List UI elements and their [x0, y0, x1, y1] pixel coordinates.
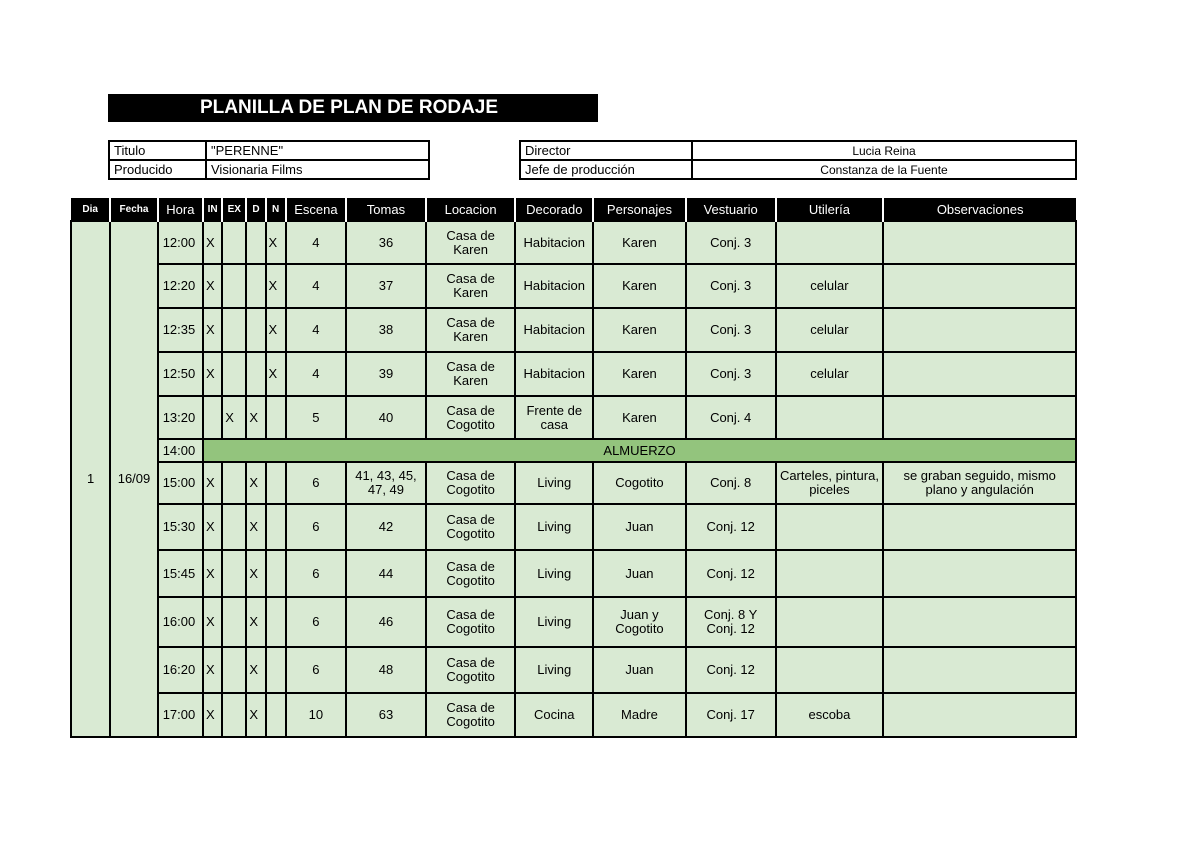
cell-in — [203, 396, 222, 439]
cell-observaciones — [883, 308, 1076, 352]
info-label: Producido — [109, 160, 206, 179]
cell-n — [266, 597, 286, 647]
cell-tomas: 44 — [346, 550, 426, 597]
cell-personajes: Madre — [593, 693, 686, 737]
cell-ex — [222, 462, 246, 504]
cell-decorado: Habitacion — [515, 264, 593, 308]
cell-observaciones: se graban seguido, mismo plano y angulación — [883, 462, 1076, 504]
cell-personajes: Juan y Cogotito — [593, 597, 686, 647]
cell-locacion: Casa de Cogotito — [426, 462, 516, 504]
cell-locacion: Casa de Karen — [426, 308, 516, 352]
table-row — [71, 308, 1076, 352]
table-row — [71, 352, 1076, 396]
cell-observaciones — [883, 550, 1076, 597]
cell-in: X — [203, 597, 222, 647]
cell-in: X — [203, 221, 222, 264]
cell-utileria: celular — [776, 352, 884, 396]
cell-tomas: 39 — [346, 352, 426, 396]
col-header-personajes: Personajes — [593, 198, 686, 221]
info-row-producido — [109, 160, 429, 179]
cell-vestuario: Conj. 3 — [686, 308, 776, 352]
lunch-time: 14:00 — [158, 439, 203, 462]
cell-utileria — [776, 221, 884, 264]
cell-personajes: Karen — [593, 308, 686, 352]
col-header-fecha: Fecha — [110, 198, 157, 221]
cell-decorado: Living — [515, 550, 593, 597]
cell-hora: 12:50 — [158, 352, 203, 396]
cell-in: X — [203, 308, 222, 352]
cell-ex — [222, 264, 246, 308]
cell-observaciones — [883, 352, 1076, 396]
cell-escena: 6 — [286, 504, 346, 550]
cell-locacion: Casa de Cogotito — [426, 693, 516, 737]
production-info-left — [108, 140, 430, 180]
table-row — [71, 693, 1076, 737]
col-header-decorado: Decorado — [515, 198, 593, 221]
col-header-dia: Dia — [71, 198, 110, 221]
cell-in: X — [203, 550, 222, 597]
cell-hora: 17:00 — [158, 693, 203, 737]
cell-utileria — [776, 396, 884, 439]
cell-locacion: Casa de Karen — [426, 221, 516, 264]
cell-locacion: Casa de Karen — [426, 352, 516, 396]
info-row-titulo — [109, 141, 429, 160]
cell-personajes: Karen — [593, 221, 686, 264]
table-row — [71, 647, 1076, 693]
info-label: Titulo — [109, 141, 206, 160]
cell-ex: X — [222, 396, 246, 439]
cell-in: X — [203, 504, 222, 550]
info-row-director — [520, 141, 1076, 160]
cell-escena: 4 — [286, 264, 346, 308]
cell-locacion: Casa de Cogotito — [426, 647, 516, 693]
cell-decorado: Habitacion — [515, 221, 593, 264]
col-header-utileria: Utilería — [776, 198, 884, 221]
cell-decorado: Frente de casa — [515, 396, 593, 439]
cell-in: X — [203, 264, 222, 308]
cell-utileria: escoba — [776, 693, 884, 737]
cell-escena: 6 — [286, 550, 346, 597]
schedule-body — [71, 221, 1076, 737]
cell-tomas: 41, 43, 45, 47, 49 — [346, 462, 426, 504]
cell-locacion: Casa de Cogotito — [426, 597, 516, 647]
info-value: Visionaria Films — [206, 160, 429, 179]
cell-tomas: 63 — [346, 693, 426, 737]
cell-utileria: celular — [776, 264, 884, 308]
cell-hora: 12:35 — [158, 308, 203, 352]
cell-utileria — [776, 597, 884, 647]
cell-ex — [222, 550, 246, 597]
cell-n: X — [266, 352, 286, 396]
cell-escena: 6 — [286, 462, 346, 504]
cell-vestuario: Conj. 12 — [686, 647, 776, 693]
cell-vestuario: Conj. 12 — [686, 504, 776, 550]
table-row — [71, 597, 1076, 647]
table-row — [71, 221, 1076, 264]
cell-escena: 4 — [286, 221, 346, 264]
cell-in: X — [203, 462, 222, 504]
info-label: Jefe de producción — [520, 160, 692, 179]
col-header-in: IN — [203, 198, 222, 221]
cell-n: X — [266, 221, 286, 264]
col-header-tomas: Tomas — [346, 198, 426, 221]
info-label: Director — [520, 141, 692, 160]
cell-escena: 10 — [286, 693, 346, 737]
cell-utileria — [776, 647, 884, 693]
table-row — [71, 550, 1076, 597]
cell-vestuario: Conj. 4 — [686, 396, 776, 439]
cell-vestuario: Conj. 3 — [686, 221, 776, 264]
col-header-n: N — [266, 198, 286, 221]
cell-locacion: Casa de Cogotito — [426, 396, 516, 439]
cell-in: X — [203, 693, 222, 737]
cell-vestuario: Conj. 17 — [686, 693, 776, 737]
day-number: 1 — [71, 221, 110, 737]
cell-tomas: 48 — [346, 647, 426, 693]
cell-escena: 4 — [286, 308, 346, 352]
cell-d — [246, 352, 265, 396]
cell-decorado: Living — [515, 597, 593, 647]
cell-n — [266, 550, 286, 597]
cell-observaciones — [883, 647, 1076, 693]
cell-hora: 16:00 — [158, 597, 203, 647]
cell-personajes: Karen — [593, 264, 686, 308]
col-header-locacion: Locacion — [426, 198, 516, 221]
cell-escena: 5 — [286, 396, 346, 439]
cell-n — [266, 504, 286, 550]
cell-d: X — [246, 647, 265, 693]
cell-personajes: Juan — [593, 550, 686, 597]
cell-observaciones — [883, 504, 1076, 550]
table-row — [71, 396, 1076, 439]
cell-hora: 15:30 — [158, 504, 203, 550]
cell-d — [246, 221, 265, 264]
cell-d: X — [246, 396, 265, 439]
info-value: Lucia Reina — [692, 141, 1076, 160]
col-header-ex: EX — [222, 198, 246, 221]
cell-vestuario: Conj. 12 — [686, 550, 776, 597]
cell-tomas: 37 — [346, 264, 426, 308]
day-date: 16/09 — [110, 221, 157, 737]
cell-escena: 4 — [286, 352, 346, 396]
col-header-observaciones: Observaciones — [883, 198, 1076, 221]
cell-escena: 6 — [286, 597, 346, 647]
cell-n — [266, 462, 286, 504]
cell-observaciones — [883, 597, 1076, 647]
info-value: "PERENNE" — [206, 141, 429, 160]
cell-utileria: celular — [776, 308, 884, 352]
table-header-row — [71, 198, 1076, 221]
col-header-hora: Hora — [158, 198, 203, 221]
table-row — [71, 264, 1076, 308]
cell-vestuario: Conj. 8 — [686, 462, 776, 504]
cell-hora: 16:20 — [158, 647, 203, 693]
cell-d: X — [246, 597, 265, 647]
cell-locacion: Casa de Karen — [426, 264, 516, 308]
cell-n: X — [266, 264, 286, 308]
lunch-label: ALMUERZO — [203, 439, 1076, 462]
cell-escena: 6 — [286, 647, 346, 693]
cell-personajes: Karen — [593, 352, 686, 396]
cell-observaciones — [883, 221, 1076, 264]
cell-tomas: 38 — [346, 308, 426, 352]
cell-n — [266, 396, 286, 439]
cell-decorado: Habitacion — [515, 352, 593, 396]
info-value: Constanza de la Fuente — [692, 160, 1076, 179]
cell-vestuario: Conj. 3 — [686, 352, 776, 396]
table-row — [71, 462, 1076, 504]
cell-utileria — [776, 504, 884, 550]
cell-hora: 12:20 — [158, 264, 203, 308]
info-row-jefe-produccion — [520, 160, 1076, 179]
cell-observaciones — [883, 693, 1076, 737]
cell-ex — [222, 504, 246, 550]
cell-vestuario: Conj. 8 Y Conj. 12 — [686, 597, 776, 647]
cell-decorado: Living — [515, 504, 593, 550]
production-info-right — [519, 140, 1077, 180]
cell-ex — [222, 308, 246, 352]
cell-observaciones — [883, 396, 1076, 439]
cell-tomas: 36 — [346, 221, 426, 264]
cell-utileria — [776, 550, 884, 597]
shooting-schedule-table — [70, 198, 1077, 738]
cell-personajes: Juan — [593, 504, 686, 550]
cell-locacion: Casa de Cogotito — [426, 550, 516, 597]
cell-tomas: 40 — [346, 396, 426, 439]
page-title: PLANILLA DE PLAN DE RODAJE — [108, 94, 598, 122]
cell-hora: 15:00 — [158, 462, 203, 504]
cell-n: X — [266, 308, 286, 352]
cell-n — [266, 693, 286, 737]
cell-d: X — [246, 504, 265, 550]
col-header-vestuario: Vestuario — [686, 198, 776, 221]
cell-n — [266, 647, 286, 693]
cell-decorado: Living — [515, 647, 593, 693]
cell-hora: 12:00 — [158, 221, 203, 264]
cell-locacion: Casa de Cogotito — [426, 504, 516, 550]
cell-hora: 13:20 — [158, 396, 203, 439]
cell-observaciones — [883, 264, 1076, 308]
cell-ex — [222, 221, 246, 264]
cell-d — [246, 264, 265, 308]
cell-d: X — [246, 462, 265, 504]
cell-hora: 15:45 — [158, 550, 203, 597]
cell-d: X — [246, 550, 265, 597]
lunch-row — [71, 439, 1076, 462]
cell-in: X — [203, 647, 222, 693]
table-row — [71, 504, 1076, 550]
cell-d: X — [246, 693, 265, 737]
cell-personajes: Cogotito — [593, 462, 686, 504]
cell-personajes: Juan — [593, 647, 686, 693]
col-header-d: D — [246, 198, 265, 221]
cell-decorado: Cocina — [515, 693, 593, 737]
cell-personajes: Karen — [593, 396, 686, 439]
cell-vestuario: Conj. 3 — [686, 264, 776, 308]
cell-in: X — [203, 352, 222, 396]
col-header-escena: Escena — [286, 198, 346, 221]
cell-ex — [222, 597, 246, 647]
cell-ex — [222, 352, 246, 396]
cell-tomas: 42 — [346, 504, 426, 550]
cell-decorado: Habitacion — [515, 308, 593, 352]
cell-utileria: Carteles, pintura, piceles — [776, 462, 884, 504]
cell-d — [246, 308, 265, 352]
cell-tomas: 46 — [346, 597, 426, 647]
cell-ex — [222, 647, 246, 693]
cell-ex — [222, 693, 246, 737]
cell-decorado: Living — [515, 462, 593, 504]
